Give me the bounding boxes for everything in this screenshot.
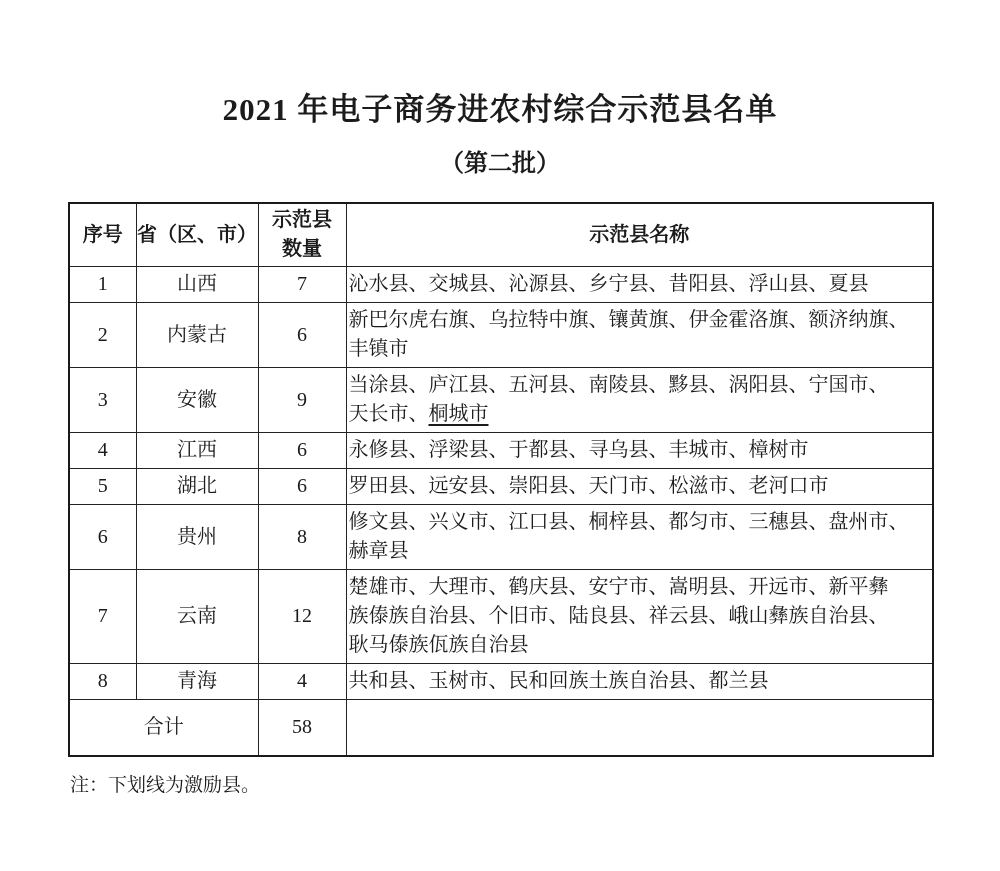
row-index: 2 [69, 303, 136, 368]
county-names-segment: 丰镇市 [348, 338, 409, 360]
row-county-count: 6 [258, 433, 346, 469]
row-county-names [346, 433, 933, 469]
row-county-count: 7 [258, 267, 346, 303]
table-row [69, 570, 933, 664]
county-names-segment: 新巴尔虎右旗、乌拉特中旗、镶黄旗、伊金霍洛旗、额济纳旗、 [348, 309, 909, 331]
row-county-count: 6 [258, 469, 346, 505]
county-names-segment: 永修县、浮梁县、于都县、寻乌县、丰城市、樟树市 [348, 439, 809, 461]
footnote: 注：下划线为激励县。 [70, 774, 261, 796]
county-names-segment: 共和县、玉树市、民和回族土族自治县、都兰县 [348, 670, 769, 692]
county-names-segment: 修文县、兴义市、江口县、桐梓县、都匀市、三穗县、盘州市、 [348, 511, 909, 533]
row-county-names [346, 303, 933, 368]
row-county-count: 6 [258, 303, 346, 368]
row-index: 3 [69, 368, 136, 433]
row-county-count: 9 [258, 368, 346, 433]
table-row [69, 433, 933, 469]
row-province: 安徽 [136, 368, 258, 433]
row-index: 5 [69, 469, 136, 505]
county-names-segment: 族傣族自治县、个旧市、陆良县、祥云县、峨山彝族自治县、 [348, 605, 889, 627]
row-county-count: 4 [258, 664, 346, 700]
row-province: 湖北 [136, 469, 258, 505]
incentive-county-name: 桐城市 [428, 403, 489, 425]
col-header-province: 省（区、市） [136, 203, 258, 267]
total-label: 合计 [69, 700, 258, 756]
row-county-names [346, 505, 933, 570]
row-index: 1 [69, 267, 136, 303]
row-index: 7 [69, 570, 136, 664]
row-index: 6 [69, 505, 136, 570]
table-row [69, 505, 933, 570]
row-province: 贵州 [136, 505, 258, 570]
row-province: 江西 [136, 433, 258, 469]
col-header-names: 示范县名称 [346, 203, 933, 267]
row-index: 4 [69, 433, 136, 469]
row-county-names [346, 570, 933, 664]
county-names-segment: 沁水县、交城县、沁源县、乡宁县、昔阳县、浮山县、夏县 [348, 273, 869, 295]
table-total-row [69, 700, 933, 756]
col-header-count-line2: 数量 [282, 238, 322, 260]
row-province: 山西 [136, 267, 258, 303]
row-county-names [346, 267, 933, 303]
table-row [69, 664, 933, 700]
county-names-segment: 当涂县、庐江县、五河县、南陵县、黟县、涡阳县、宁国市、 [348, 374, 889, 396]
col-header-count-line1: 示范县 [272, 209, 332, 231]
total-count: 58 [258, 700, 346, 756]
table-header-row [69, 203, 933, 267]
row-province: 云南 [136, 570, 258, 664]
county-names-segment: 赫章县 [348, 540, 409, 562]
row-province: 青海 [136, 664, 258, 700]
col-header-index: 序号 [69, 203, 136, 267]
row-county-count: 8 [258, 505, 346, 570]
table-row [69, 368, 933, 433]
table-row [69, 469, 933, 505]
row-county-names [346, 368, 933, 433]
county-names-segment: 耿马傣族佤族自治县 [348, 634, 529, 656]
row-county-names [346, 664, 933, 700]
row-county-names [346, 469, 933, 505]
county-names-segment: 罗田县、远安县、崇阳县、天门市、松滋市、老河口市 [348, 475, 829, 497]
total-names-empty [346, 700, 933, 756]
county-names-segment: 天长市、 [348, 403, 429, 425]
row-county-count: 12 [258, 570, 346, 664]
table-row [69, 267, 933, 303]
demonstration-counties-table [68, 202, 934, 757]
document-title: 2021 年电子商务进农村综合示范县名单 [222, 92, 778, 127]
county-names-segment: 楚雄市、大理市、鹤庆县、安宁市、嵩明县、开远市、新平彝 [348, 576, 889, 598]
col-header-count [258, 203, 346, 267]
document-subtitle: （第二批） [440, 151, 560, 177]
row-province: 内蒙古 [136, 303, 258, 368]
table-body [69, 267, 933, 756]
row-index: 8 [69, 664, 136, 700]
table-row [69, 303, 933, 368]
